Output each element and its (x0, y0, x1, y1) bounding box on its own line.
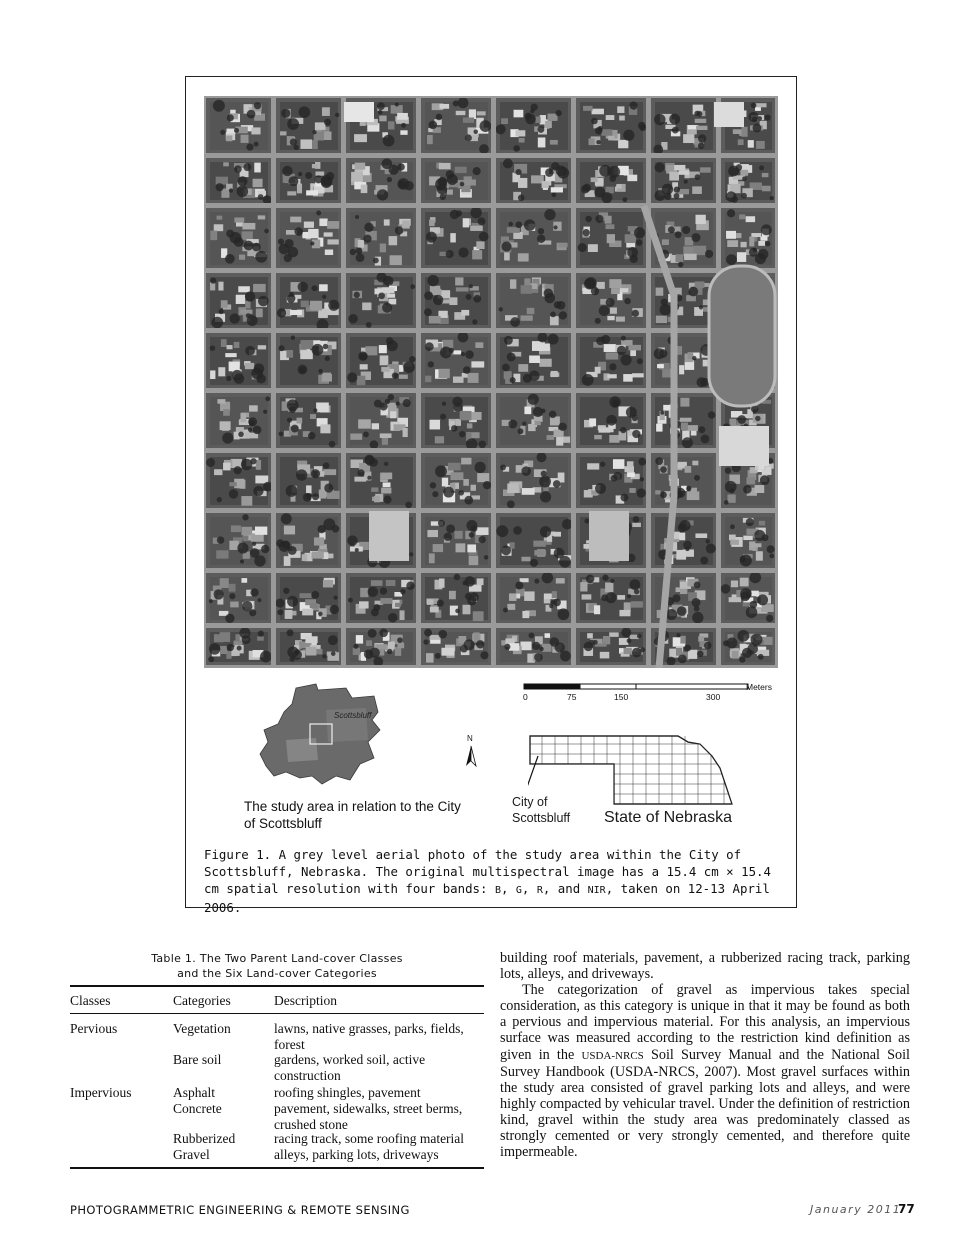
usda-nrcs-abbrev: USDA-NRCS (581, 1049, 644, 1062)
band-nir: NIR (587, 885, 606, 896)
table-cell-category: Asphalt (173, 1085, 215, 1100)
header-description: Description (274, 993, 337, 1008)
band-g: G (515, 885, 522, 896)
aerial-photo (204, 96, 778, 668)
table-title (70, 951, 484, 981)
figure-caption: Figure 1. A grey level aerial photo of the study area within the City of Scottsbluff, Nebraska. The original multispectral image has a 15.4 cm × 15.4 cm spatial resolution with four bands: B, G, R, and NIR, taken on 12-13 April 2006. (204, 847, 771, 915)
table-cell-category: Concrete (173, 1101, 222, 1116)
scale-tick: 150 (614, 692, 629, 702)
caption-suffix: , taken on 12-13 April 2006. (204, 881, 770, 915)
inset-city-text: Scottsbluff (334, 711, 372, 720)
table-cell-class: Impervious (70, 1085, 132, 1100)
paragraph-text: Soil Survey Manual and the National Soil Survey Handbook (USDA-NRCS, 2007). Most gravel surfaces within the study area consisted of gravel parking lots and alleys, and were highly compacted by vehicular travel. Under the definition of restriction kind, gravel within the study area was predominately classed as strongly cemented or very strongly cemented, and therefore quite impermeable. (500, 1046, 911, 1161)
study-area-inset-map (256, 680, 406, 798)
scale-tick: 0 (523, 692, 528, 702)
table-title-line-2: and the Six Land-cover Categories (177, 967, 377, 980)
paragraph: building roof materials, pavement, a rubberized racing track, parking lots, alleys, and driveways. (500, 950, 910, 983)
body-text-column (500, 950, 910, 1160)
table-cell-category: Gravel (173, 1147, 210, 1162)
table-title-line-1: Table 1. The Two Parent Land-cover Classes (151, 952, 403, 965)
scale-tick: 75 (567, 692, 577, 702)
scale-unit: Meters (746, 682, 772, 692)
caption-text: Figure 1. A grey level aerial photo of the study area within the City of Scottsbluff, Nebraska. The original multispectral image has a 15.4 cm × 15.4 cm spatial resolution with four bands: (204, 847, 771, 896)
table-cell-description: racing track, some roofing material (274, 1131, 465, 1146)
state-label: State of Nebraska (604, 809, 733, 826)
table-cell-description: gardens, worked soil, active construction (274, 1052, 426, 1083)
table-cell-class: Pervious (70, 1021, 118, 1036)
table-bottom-rule (70, 1167, 484, 1169)
scale-tick-labels (510, 692, 770, 704)
header-categories: Categories (173, 993, 231, 1008)
table-cell-description: roofing shingles, pavement (274, 1085, 421, 1100)
table-cell-description: lawns, native grasses, parks, fields, forest (274, 1021, 464, 1052)
paragraph (500, 982, 910, 1160)
table-cell-category: Bare soil (173, 1052, 222, 1067)
band-b: B (494, 885, 501, 896)
issue-date: January 2011 (810, 1203, 902, 1216)
table-cell-category: Vegetation (173, 1021, 231, 1036)
journal-name: PHOTOGRAMMETRIC ENGINEERING & REMOTE SENSING (70, 1203, 410, 1217)
north-label: N (467, 734, 473, 743)
header-classes: Classes (70, 993, 111, 1008)
north-arrow-icon (462, 736, 482, 770)
page-number: 77 (898, 1202, 915, 1216)
table-cell-category: Rubberized (173, 1131, 236, 1146)
table-header-rule (70, 1013, 484, 1014)
table-top-rule (70, 985, 484, 987)
table-cell-description: pavement, sidewalks, street berms, crushed stone (274, 1101, 463, 1132)
paragraph-text: The categorization of gravel as impervious takes special consideration, as this category is unique in that it may be found as both a pervious and impervious material. For this analysis, an impervious surface was measured according to the restriction kind definition as given in the (500, 982, 910, 1063)
study-area-caption: The study area in relation to the City of Scottsbluff (244, 799, 461, 831)
city-label: City of Scottsbluff (512, 795, 571, 825)
scale-tick: 300 (706, 692, 721, 702)
table-cell-description: alleys, parking lots, driveways (274, 1147, 439, 1162)
band-r: R (536, 885, 543, 896)
